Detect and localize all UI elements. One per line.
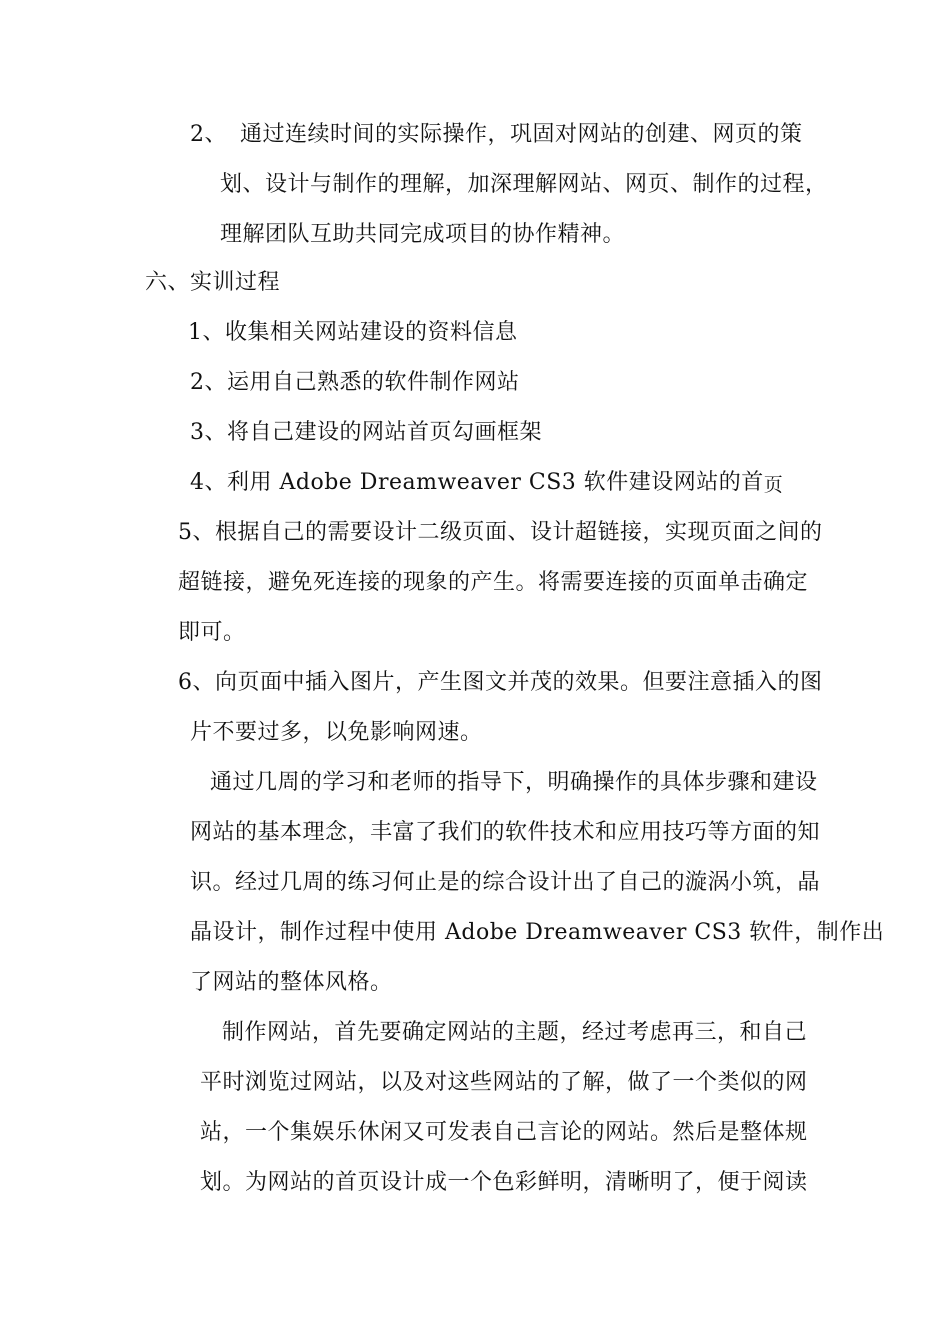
paragraph-2-line-2: 平时浏览过网站，以及对这些网站的了解，做了一个类似的网 <box>200 1070 808 1095</box>
paragraph-1-line-4: 晶设计，制作过程中使用 Adobe Dreamweaver CS3 软件，制作出 <box>190 920 885 945</box>
paragraph-2-line-1: 制作网站，首先要确定网站的主题，经过考虑再三，和自己 <box>222 1020 808 1045</box>
paragraph-1-line-3: 识。经过几周的练习何止是的综合设计出了自己的漩涡小筑，晶 <box>190 870 821 895</box>
step-5-line-1: 5、根据自己的需要设计二级页面、设计超链接，实现页面之间的 <box>178 520 823 545</box>
item-2-line-2: 划、设计与制作的理解，加深理解网站、网页、制作的过程， <box>220 172 828 197</box>
section-6-title: 六、实训过程 <box>145 270 281 295</box>
paragraph-2-line-4: 划。为网站的首页设计成一个色彩鲜明，清晰明了，便于阅读 <box>200 1170 808 1195</box>
paragraph-2-line-3: 站，一个集娱乐休闲又可发表自己言论的网站。然后是整体规 <box>200 1120 808 1145</box>
step-5-line-3: 即可。 <box>178 620 246 645</box>
step-4-tail: 页 <box>763 474 784 496</box>
item-2-line-1: 通过连续时间的实际操作，巩固对网站的创建、网页的策 <box>240 122 803 147</box>
step-3: 3、将自己建设的网站首页勾画框架 <box>190 420 542 445</box>
step-5-line-2: 超链接，避免死连接的现象的产生。将需要连接的页面单击确定 <box>178 570 809 595</box>
step-4 <box>190 468 783 498</box>
item-2-number: 2、 <box>190 122 227 147</box>
step-1: 1、收集相关网站建设的资料信息 <box>188 320 518 345</box>
step-4-text: 4、利用 Adobe Dreamweaver CS3 软件建设网站的首 <box>190 470 764 495</box>
item-2-line-3: 理解团队互助共同完成项目的协作精神。 <box>220 222 626 247</box>
paragraph-1-line-1: 通过几周的学习和老师的指导下，明确操作的具体步骤和建设 <box>210 770 818 795</box>
step-2: 2、运用自己熟悉的软件制作网站 <box>190 370 520 395</box>
paragraph-1-line-2: 网站的基本理念，丰富了我们的软件技术和应用技巧等方面的知 <box>190 820 821 845</box>
step-6-line-2: 片不要过多，以免影响网速。 <box>190 720 483 745</box>
paragraph-1-line-5: 了网站的整体风格。 <box>190 970 393 995</box>
step-6-line-1: 6、向页面中插入图片，产生图文并茂的效果。但要注意插入的图 <box>178 670 823 695</box>
